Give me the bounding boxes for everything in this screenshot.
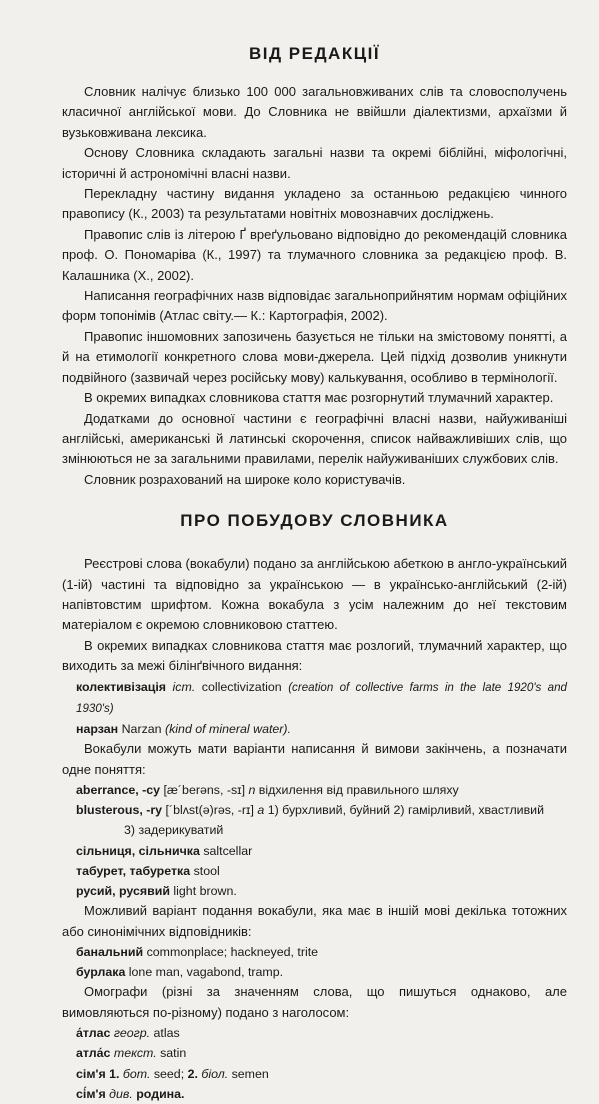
headword: нарзан [76, 721, 119, 736]
grammar-mark: див. [105, 1086, 133, 1101]
paragraph: В окремих випадках словникова стаття має розлогий, тлумачний характер, що виходить за межі білінґвічного видання: [62, 637, 567, 674]
dictionary-example [76, 780, 567, 800]
translation: lone man, vagabond, tramp. [125, 965, 284, 980]
headword: банальний [76, 945, 144, 960]
dictionary-example [76, 881, 567, 901]
sense-number: 2. [187, 1066, 198, 1081]
paragraph: Реєстрові слова (вокабули) подано за англійською абеткою в англо-український (1-ій) частині та відповідно за українською — в українсько-англійський (2-ій) напівтовстим шрифтом. Кожна вокабула з усім належним до неї текстовим матеріалом є окремою словниковою статтею. [62, 556, 567, 633]
translation: Narzan [118, 721, 165, 736]
dictionary-example [76, 841, 567, 861]
headword: сільниця, сільничка [76, 843, 200, 858]
translation: light brown. [169, 884, 237, 898]
translation: seed; [150, 1066, 188, 1081]
translation: 1) бурхливий, буйний 2) гамірливий, хвастливий [264, 803, 545, 818]
paragraph: Перекладну частину видання укладено за останньою редакцією чинного правопису (К., 2003) та результатами новітніх мовознавчих досліджень. [62, 186, 567, 222]
paragraph: Основу Словника складають загальні назви та окремі біблійні, міфологічні, історичні й астрономічні власні назви. [62, 145, 567, 181]
grammar-mark: біол. [197, 1066, 229, 1081]
grammar-mark: n [248, 782, 256, 797]
translation: satin [156, 1046, 187, 1061]
translation: saltcellar [199, 843, 253, 858]
grammar-mark: icm. [166, 679, 196, 694]
headword: колективізація [76, 679, 167, 694]
grammar-mark: a [257, 803, 265, 818]
section-title-structure: ПРО ПОБУДОВУ СЛОВНИКА [180, 511, 449, 531]
dictionary-example [76, 1023, 567, 1043]
translation: відхилення від правильного шляху [255, 782, 459, 797]
paragraph: В окремих випадках словникова стаття має розгорнутий тлумачний характер. [84, 390, 554, 406]
dictionary-example [76, 1084, 567, 1104]
paragraph: Словник розрахований на широке коло користувачів. [84, 471, 406, 487]
paragraph: Омографи (різні за значенням слова, що пишуться однаково, але вимовляються по-різному) подано з наголосом: [62, 984, 567, 1020]
headword: сім'я 1. [76, 1066, 120, 1081]
transcription: [æ´berəns, -sɪ] [160, 782, 249, 797]
explanation: (creation of collective farms in the late 1920's and 1930's) [76, 680, 567, 715]
grammar-mark: текст. [110, 1046, 157, 1061]
translation: atlas [150, 1026, 180, 1041]
grammar-mark: геогр. [110, 1026, 151, 1041]
translation: collectivization [195, 679, 289, 694]
section-title-editorial: ВІД РЕДАКЦІЇ [248, 44, 381, 63]
translation: stool [190, 863, 220, 878]
dictionary-example [76, 861, 567, 881]
paragraph: Можливий варіант подання вокабули, яка має в іншій мові декілька тотожних або синонімічних відповідників: [62, 903, 567, 939]
dictionary-example [76, 719, 567, 739]
translation: commonplace; hackneyed, trite [143, 945, 319, 960]
structure-text [62, 554, 567, 1104]
dictionary-example [76, 800, 567, 840]
dictionary-example [76, 1043, 567, 1063]
paragraph: Додатками до основної частини є географічні власні назви, найуживаніші англійські, американські й латинські скорочення, список найважливіших слів, що змінюються не за загальними правилами, перелік найуживаніших службових слів. [62, 410, 567, 467]
headword: aberrance, -cy [76, 782, 161, 797]
dictionary-example [76, 677, 567, 719]
translation-continuation: 3) задерикуватий [124, 823, 224, 838]
grammar-mark: бот. [119, 1066, 151, 1081]
translation: semen [228, 1066, 269, 1081]
dictionary-example [76, 1064, 567, 1084]
headword: blusterous, -ry [76, 803, 163, 818]
editorial-text [62, 82, 567, 490]
headword: табурет, табуретка [76, 863, 191, 878]
paragraph: Правопис іншомовних запозичень базується не тільки на змістовому понятті, а й на етимології конкретного слова мови-джерела. Цей підхід дозволив уникнути подвійного (зазвичай через російську мову) калькування, особливо в термінології. [62, 328, 567, 385]
transcription: [´blʌst(ə)rəs, -rɪ] [162, 803, 258, 818]
paragraph: Написання географічних назв відповідає загальноприйнятим нормам офіційних форм топонімів (Атлас світу.— К.: Картографія, 2002). [62, 288, 567, 324]
headword: бурлака [76, 965, 126, 980]
paragraph: Правопис слів із літерою Ґ вреґульовано відповідно до рекомендацій словника проф. О. Пономарiва (К., 1997) та тлумачного словника за редакцією проф. В. Калашника (Х., 2002). [62, 226, 567, 283]
headword: сі́м'я [76, 1086, 106, 1101]
headword: а́тлас [76, 1026, 111, 1041]
headword: русий, русявий [76, 884, 170, 898]
dictionary-example [76, 962, 567, 982]
cross-reference: родина. [132, 1086, 185, 1101]
paragraph: Вокабули можуть мати варіанти написання й вимови закінчень, а позначати одне поняття: [62, 741, 567, 777]
headword: атла́с [76, 1046, 111, 1061]
paragraph: Словник налічує близько 100 000 загальновживаних слів та словосполучень класичної англійської мови. До Словника не ввійшли діалектизми, архаїзми й вузьковживана лексика. [62, 84, 567, 140]
dictionary-example [76, 942, 567, 962]
explanation: (kind of mineral water). [164, 721, 291, 736]
